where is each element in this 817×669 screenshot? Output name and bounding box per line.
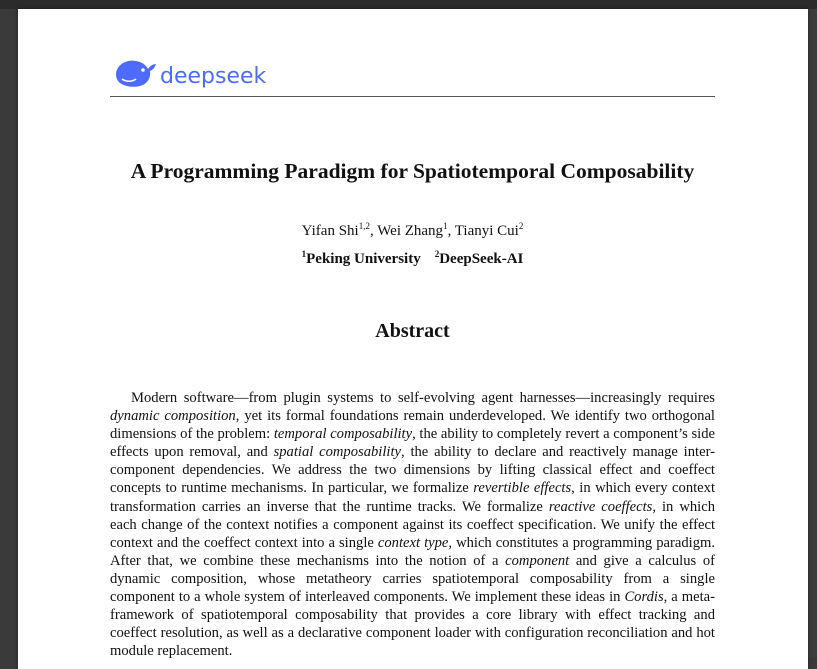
author-name: Yifan Shi (301, 223, 359, 239)
abstract-text: Modern software—from plugin systems to self-evolving agent harnesses—increasingly requires (131, 390, 715, 406)
paper-title: A Programming Paradigm for Spatiotemporal Composability (130, 159, 695, 183)
abstract-emphasis: component (505, 552, 570, 569)
deepseek-logo (112, 55, 282, 95)
abstract-text: , the ability to declare and reactively manage inter-component dependencies. We address the two dimensions by lifting classical effect and coeffect concepts to runtime mechanisms. In particular, we formalize (110, 444, 715, 497)
abstract-text: and give a calculus of dynamic composition, whose metatheory carries spatiotemporal composability from a single component to a whole system of interleaved components. We implement these ideas in (110, 552, 715, 606)
abstract-heading: Abstract (375, 320, 450, 342)
affiliation-list (110, 251, 715, 268)
abstract-emphasis: temporal composability (273, 426, 413, 443)
abstract-emphasis: reactive coeffects (548, 498, 653, 515)
abstract-text: , in which every context transformation carries an inverse that the runtime tracks. We formalize (110, 480, 715, 515)
abstract-text: , yet its formal foundations remain underdeveloped. We identify two orthogonal dimensions of the problem: (110, 408, 715, 443)
affiliation-marker: 1 (301, 249, 307, 259)
author-affiliation-marker: 1 (443, 221, 448, 231)
affiliation-name: Peking University (306, 251, 421, 267)
author-affiliation-marker: 2 (518, 221, 524, 231)
author-list: Yifan Shi$^{1,2}$, Wei Zhang$^1$, Tianyi Cui$^2$ (301, 221, 524, 239)
abstract-emphasis: spatial composability (273, 444, 401, 461)
logo-wordmark: deepseek (160, 64, 267, 89)
abstract-emphasis: revertible effects (473, 480, 572, 497)
abstract-emphasis: dynamic composition (110, 408, 236, 425)
viewer-scroll-gutter[interactable] (808, 9, 817, 657)
viewer-top-bar (0, 0, 817, 9)
abstract-text: , a meta-framework of spatiotemporal composability that provides a core library with effect tracking and coeffect resolution, as well as a declarative component loader with configuration reconciliation and hot module replacement. (110, 589, 715, 660)
pdf-page (18, 9, 808, 669)
author-name: Tianyi Cui (454, 223, 519, 239)
whale-icon (112, 55, 160, 91)
abstract-paragraph (110, 389, 715, 660)
author-affiliation-marker: 1,2 (358, 221, 370, 231)
author-name: Wei Zhang (377, 223, 444, 239)
abstract-emphasis: context type (377, 534, 449, 551)
abstract-text: , the ability to completely revert a component’s side effects upon removal, and (110, 426, 715, 461)
affiliation-name: DeepSeek-AI (439, 251, 524, 267)
affiliation-marker: 2 (434, 249, 440, 259)
abstract-emphasis: Cordis (624, 589, 664, 606)
header-divider (110, 96, 715, 97)
abstract-text: , which constitutes a programming paradigm. After that, we combine these mechanisms into the notion of a (110, 534, 715, 569)
abstract-text: , in which each change of the context notifies a component against its coeffect specification. We unify the effect context and the coeffect context into a single (110, 498, 716, 551)
